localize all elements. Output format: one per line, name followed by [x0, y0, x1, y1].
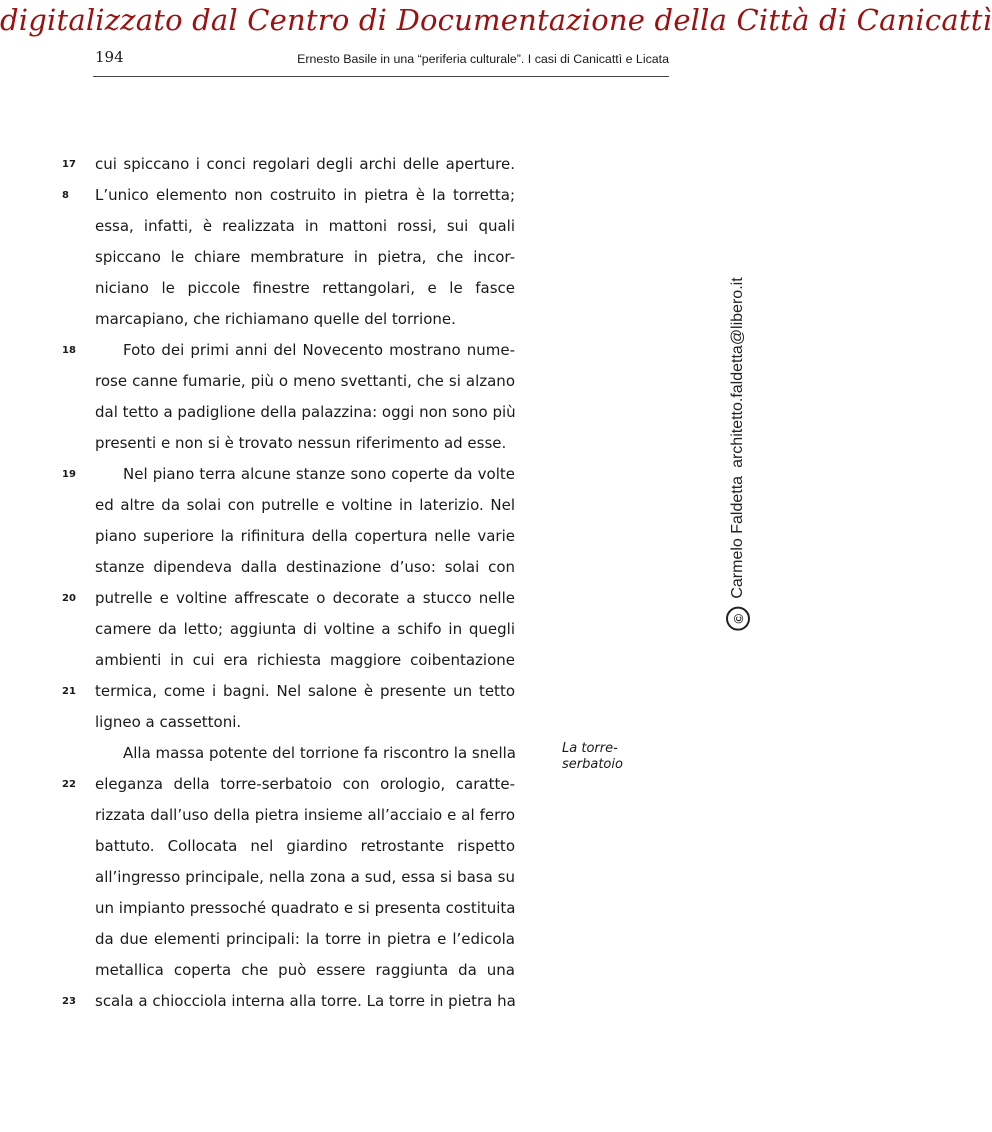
text-line: presenti e non si è trovato nessun riferimento ad esse.: [95, 434, 507, 452]
text-line: marcapiano, che richiamano quelle del torrione.: [95, 310, 456, 328]
page-number: 194: [95, 48, 124, 66]
text-line: piano superiore la rifinitura della copertura nelle varie: [95, 527, 515, 545]
text-line: metallica coperta che può essere raggiunta da una: [95, 961, 515, 979]
text-line: putrelle e voltine affrescate o decorate a stucco nelle: [95, 589, 515, 607]
line-number: 19: [62, 469, 76, 480]
text-line: da due elementi principali: la torre in pietra e l’edicola: [95, 930, 515, 948]
credit-author: Carmelo Faldetta: [729, 475, 746, 599]
text-line: Foto dei primi anni del Novecento mostrano nume-: [123, 341, 515, 359]
page-header: [93, 46, 669, 77]
credit-email: architetto.faldetta@libero.it: [729, 277, 746, 468]
text-line: Nel piano terra alcune stanze sono coperte da volte: [123, 465, 515, 483]
line-number: 17: [62, 159, 76, 170]
text-line: rizzata dall’uso della pietra insieme all’acciaio e al ferro: [95, 806, 515, 824]
text-line: ed altre da solai con putrelle e voltine in laterizio. Nel: [95, 496, 515, 514]
copyright-icon: ©: [726, 607, 750, 631]
text-line: all’ingresso principale, nella zona a sud, essa si basa su: [95, 868, 515, 886]
text-line: L’unico elemento non costruito in pietra è la torretta;: [95, 186, 515, 204]
text-line: eleganza della torre-serbatoio con orologio, caratte-: [95, 775, 515, 793]
digitization-watermark: digitalizzato dal Centro di Documentazione della Città di Canicattì: [0, 3, 992, 37]
text-line: niciano le piccole finestre rettangolari, e le fasce: [95, 279, 515, 297]
text-line: spiccano le chiare membrature in pietra, che incor-: [95, 248, 515, 266]
text-line: rose canne fumarie, più o meno svettanti, che si alzano: [95, 372, 515, 390]
text-line: un impianto pressoché quadrato e si presenta costituita: [95, 899, 516, 917]
text-line: stanze dipendeva dalla destinazione d’uso: solai con: [95, 558, 515, 576]
line-number: 8: [62, 190, 69, 201]
line-number: 21: [62, 686, 76, 697]
text-line: camere da letto; aggiunta di voltine a schifo in quegli: [95, 620, 515, 638]
text-line: dal tetto a padiglione della palazzina: oggi non sono più: [95, 403, 516, 421]
margin-note: [562, 741, 623, 773]
running-title: Ernesto Basile in una “periferia culturale”. I casi di Canicattì e Licata: [297, 52, 669, 66]
text-line: ligneo a cassettoni.: [95, 713, 242, 731]
text-line: termica, come i bagni. Nel salone è presente un tetto: [95, 682, 515, 700]
line-number: 22: [62, 779, 76, 790]
line-number: 18: [62, 345, 76, 356]
text-line: ambienti in cui era richiesta maggiore coibentazione: [95, 651, 515, 669]
text-line: Alla massa potente del torrione fa riscontro la snella: [123, 744, 516, 762]
line-number: 20: [62, 593, 76, 604]
text-line: battuto. Collocata nel giardino retrostante rispetto: [95, 837, 515, 855]
line-number: 23: [62, 996, 76, 1007]
copyright-credit: [726, 277, 750, 630]
margin-note-line: La torre-: [562, 741, 618, 756]
text-line: scala a chiocciola interna alla torre. La torre in pietra ha: [95, 992, 516, 1010]
text-line: cui spiccano i conci regolari degli archi delle aperture.: [95, 155, 515, 173]
text-line: essa, infatti, è realizzata in mattoni rossi, sui quali: [95, 217, 515, 235]
margin-note-line: serbatoio: [562, 757, 623, 772]
